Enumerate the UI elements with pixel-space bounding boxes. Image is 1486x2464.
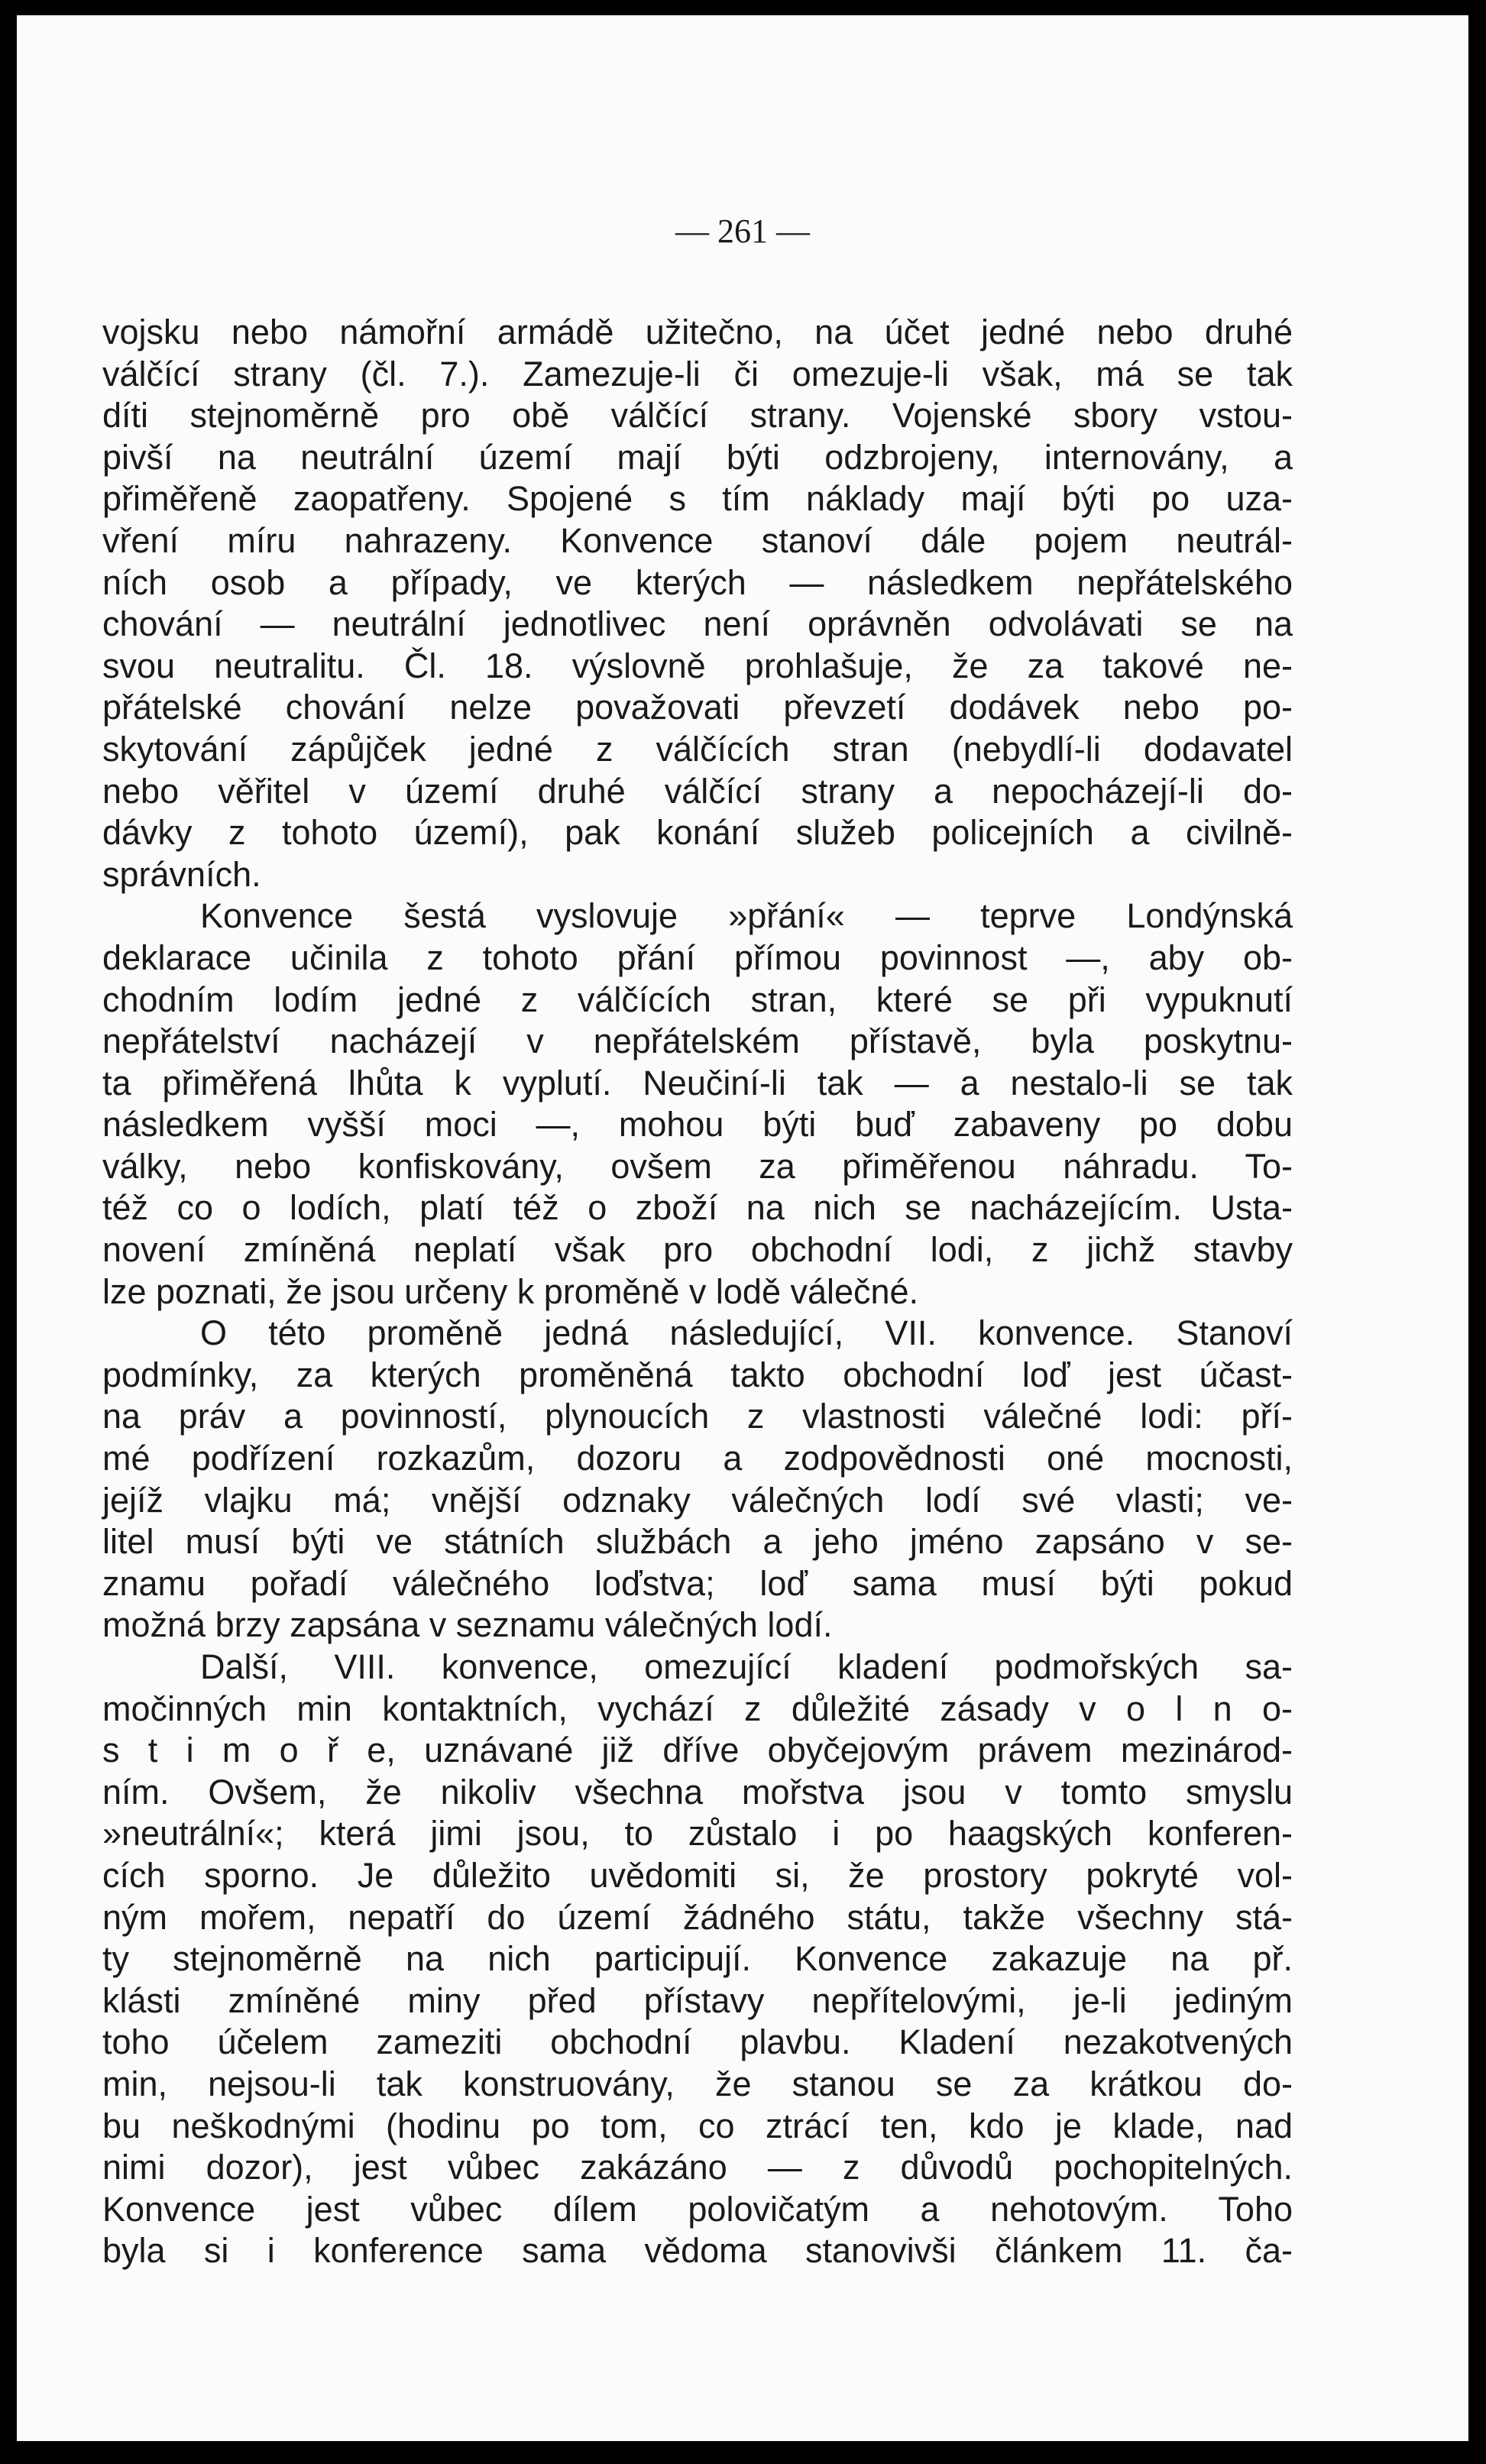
text-line: možná brzy zapsána v seznamu válečných lodí.	[102, 1605, 833, 1645]
text-line: díti stejnoměrně pro obě válčící strany. Vojenské sbory vstou-	[102, 396, 1293, 435]
body-text	[102, 312, 1293, 2272]
text-line: nepřátelství nacházejí v nepřátelském přístavě, byla poskytnu-	[102, 1022, 1293, 1061]
text-line: Konvence jest vůbec dílem polovičatým a nehotovým. Toho	[102, 2189, 1293, 2229]
text-line: chování — neutrální jednotlivec není oprávněn odvolávati se na	[102, 604, 1293, 644]
text-line: války, nebo konfiskovány, ovšem za přiměřenou náhradu. To-	[102, 1146, 1293, 1186]
page-number: — 261 —	[675, 212, 810, 250]
text-line: novení zmíněná neplatí však pro obchodní lodi, z jichž stavby	[102, 1230, 1293, 1270]
text-line: min, nejsou-li tak konstruovány, že stanou se za krátkou do-	[102, 2064, 1293, 2103]
text-line: na práv a povinností, plynoucích z vlastnosti válečné lodi: pří-	[102, 1397, 1293, 1436]
text-line: nimi dozor), jest vůbec zakázáno — z důvodů pochopitelných.	[102, 2148, 1293, 2187]
text-line: deklarace učinila z tohoto přání přímou povinnost —, aby ob-	[102, 937, 1293, 977]
text-line: správních.	[102, 854, 261, 894]
text-line: podmínky, za kterých proměněná takto obchodní loď jest účast-	[102, 1355, 1293, 1394]
text-line: pivší na neutrální území mají býti odzbrojeny, internovány, a	[102, 437, 1293, 477]
text-line: chodním lodím jedné z válčících stran, které se při vypuknutí	[102, 979, 1293, 1019]
text-line: byla si i konference sama vědoma stanovivši článkem 11. ča-	[102, 2231, 1293, 2271]
text-line: nebo věřitel v území druhé válčící strany a nepocházejí-li do-	[102, 771, 1293, 811]
text-line: vojsku nebo námořní armádě užitečno, na účet jedné nebo druhé	[102, 312, 1293, 351]
text-line: též co o lodích, platí též o zboží na nich se nacházejícím. Usta-	[102, 1188, 1293, 1228]
text-line: Konvence šestá vyslovuje »přání« — teprve Londýnská	[200, 896, 1293, 936]
text-line: následkem vyšší moci —, mohou býti buď zabaveny po dobu	[102, 1105, 1293, 1145]
text-line: ty stejnoměrně na nich participují. Konvence zakazuje na př.	[102, 1939, 1293, 1979]
text-line: »neutrální«; která jimi jsou, to zůstalo i po haagských konferen-	[102, 1814, 1293, 1854]
text-line: toho účelem zameziti obchodní plavbu. Kladení nezakotvených	[102, 2022, 1293, 2062]
text-line: lze poznati, že jsou určeny k proměně v lodě válečné.	[102, 1271, 919, 1311]
text-line: skytování zápůjček jedné z válčících stran (nebydlí-li dodavatel	[102, 729, 1293, 769]
text-line: ným mořem, nepatří do území žádného státu, takže všechny stá-	[102, 1897, 1293, 1937]
text-line: bu neškodnými (hodinu po tom, co ztrácí ten, kdo je klade, nad	[102, 2106, 1293, 2145]
text-line: přátelské chování nelze považovati převzetí dodávek nebo po-	[102, 688, 1293, 727]
text-line: litel musí býti ve státních službách a jeho jméno zapsáno v se-	[102, 1522, 1293, 1562]
text-line: močinných min kontaktních, vychází z důležité zásady v o l n o-	[102, 1689, 1293, 1728]
text-line: znamu pořadí válečného loďstva; loď sama musí býti pokud	[102, 1563, 1293, 1603]
text-line: Další, VIII. konvence, omezující kladení podmořských sa-	[200, 1647, 1293, 1686]
text-line: dávky z tohoto území), pak konání služeb policejních a civilně-	[102, 813, 1293, 853]
text-line: vření míru nahrazeny. Konvence stanoví dále pojem neutrál-	[102, 520, 1293, 560]
text-line: cích sporno. Je důležito uvědomiti si, že prostory pokryté vol-	[102, 1855, 1293, 1895]
scanned-page	[17, 15, 1468, 2441]
text-line: válčící strany (čl. 7.). Zamezuje-li či omezuje-li však, má se tak	[102, 354, 1293, 393]
text-line: jejíž vlajku má; vnější odznaky válečných lodí své vlasti; ve-	[102, 1480, 1293, 1520]
text-line: mé podřízení rozkazům, dozoru a zodpovědnosti oné mocnosti,	[102, 1439, 1293, 1478]
text-line: ta přiměřená lhůta k vyplutí. Neučiní-li tak — a nestalo-li se tak	[102, 1063, 1293, 1102]
text-line: svou neutralitu. Čl. 18. výslovně prohlašuje, že za takové ne-	[102, 646, 1293, 685]
text-line: s t i m o ř e, uznávané již dříve obyčejovým právem mezinárod-	[102, 1731, 1293, 1770]
text-line: klásti zmíněné miny před přístavy nepřítelovými, je-li jediným	[102, 1980, 1293, 2020]
text-line: O této proměně jedná následující, VII. konvence. Stanoví	[200, 1313, 1293, 1353]
text-line: ních osob a případy, ve kterých — následkem nepřátelského	[102, 562, 1293, 602]
text-line: ním. Ovšem, že nikoliv všechna mořstva jsou v tomto smyslu	[102, 1772, 1293, 1812]
text-line: přiměřeně zaopatřeny. Spojené s tím náklady mají býti po uza-	[102, 479, 1293, 519]
